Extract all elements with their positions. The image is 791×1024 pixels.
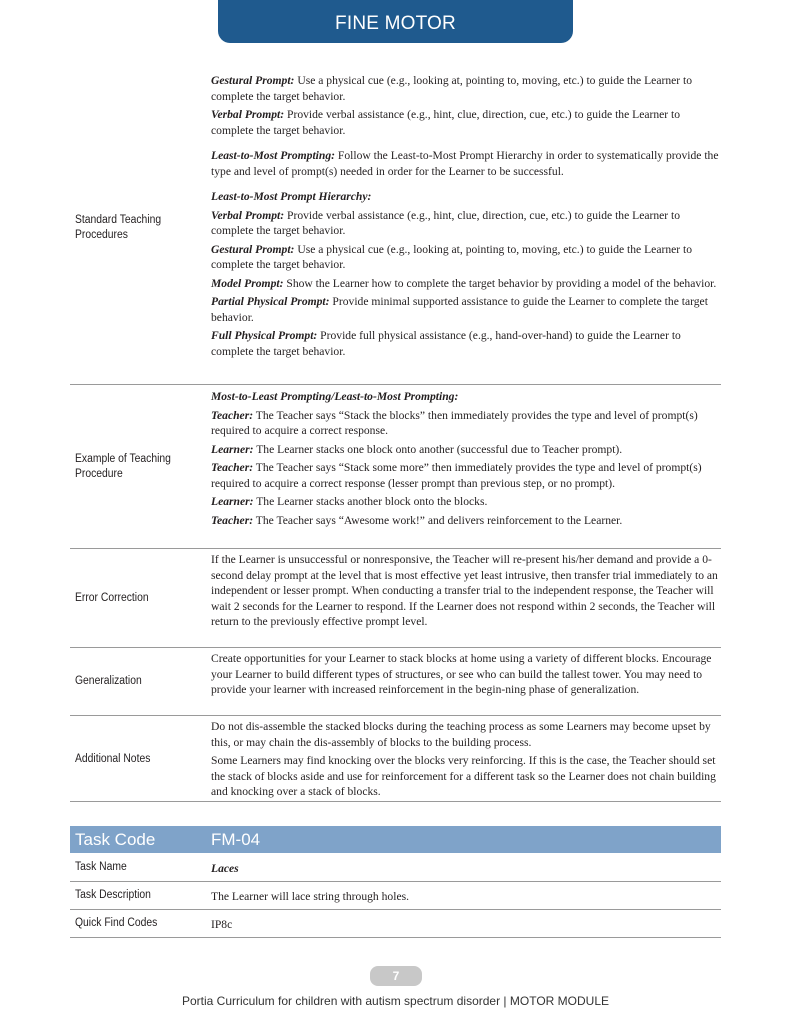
paragraph <box>211 328 721 359</box>
paragraph <box>211 513 721 529</box>
task-name-value: Laces <box>211 862 239 875</box>
row-content <box>211 552 721 630</box>
definition: Use a physical cue (e.g., looking at, pointing to, moving, etc.) to guide the Learner to complete the target behavior. <box>211 74 693 103</box>
paragraph <box>211 294 721 325</box>
paragraph <box>211 276 721 292</box>
generalization-row <box>70 648 721 716</box>
paragraph: Do not dis-assemble the stacked blocks during the teaching process as some Learners may become upset by this, or may chain the dis-assembly of blocks to the building process. <box>211 720 711 749</box>
paragraph: Some Learners may find knocking over the blocks very reinforcing. If this is the case, the Teacher should set the stack of blocks aside and use for reinforcement for a different task so the Learner does not chain building and knocking over a stack of blocks. <box>211 754 716 798</box>
definition: Use a physical cue (e.g., looking at, pointing to, moving, etc.) to guide the Learner to complete the target behavior. <box>211 242 693 271</box>
paragraph <box>211 148 721 179</box>
term: Gestural Prompt: <box>211 74 295 87</box>
definition: The Teacher says “Stack some more” then immediately provides the type and level of prompt(s) required to acquire a correct response (lesser prompt than previous step, or no prompt). <box>211 461 702 490</box>
task-code-label: Task Code <box>75 830 156 849</box>
definition: Provide verbal assistance (e.g., hint, clue, direction, cue, etc.) to guide the Learner to complete the target behavior. <box>211 108 681 137</box>
paragraph <box>211 442 721 458</box>
definition: The Teacher says “Awesome work!” and delivers reinforcement to the Learner. <box>253 513 623 527</box>
additional-notes-row <box>70 716 721 802</box>
definition: The Learner stacks another block onto the blocks. <box>253 495 488 508</box>
example-title: Most-to-Least Prompting/Least-to-Most Prompting: <box>211 390 459 403</box>
term: Partial Physical Prompt: <box>211 295 330 308</box>
term: Teacher: <box>211 461 254 474</box>
term: Model Prompt: <box>211 276 284 290</box>
section-header: FINE MOTOR <box>218 0 573 43</box>
paragraph <box>211 73 721 104</box>
paragraph <box>211 208 721 239</box>
row-label: Task Description <box>75 889 151 901</box>
row-label: Error Correction <box>75 592 149 604</box>
standard-teaching-row <box>70 70 721 385</box>
term: Teacher: <box>211 513 254 527</box>
row-label: Task Name <box>75 861 127 873</box>
row-label: Standard Teaching Procedures <box>75 214 162 241</box>
quick-find-codes-row <box>70 910 721 938</box>
hierarchy-title: Least-to-Most Prompt Hierarchy: <box>211 190 372 203</box>
paragraph <box>211 107 721 138</box>
quick-find-codes-value: IP8c <box>211 918 233 931</box>
definition: Provide verbal assistance (e.g., hint, clue, direction, cue, etc.) to guide the Learner to complete the target behavior. <box>211 208 681 237</box>
term: Gestural Prompt: <box>211 242 295 256</box>
definition: Follow the Least-to-Most Prompt Hierarchy in order to systematically provide the type and level of prompt(s) needed in order for the Learner to be successful. <box>211 149 719 178</box>
page-number: 7 <box>370 966 422 986</box>
definition: Provide full physical assistance (e.g., hand-over-hand) to guide the Learner to complete the target behavior. <box>211 329 681 358</box>
task-description-row <box>70 882 721 910</box>
row-label: Generalization <box>75 675 142 687</box>
term: Verbal Prompt: <box>211 208 285 222</box>
term: Learner: <box>211 495 254 508</box>
row-content <box>211 389 721 528</box>
paragraph <box>211 460 721 491</box>
task-code-bar <box>70 826 721 853</box>
task-name-row <box>70 854 721 882</box>
row-content <box>211 651 721 698</box>
term: Least-to-Most Prompting: <box>211 149 335 162</box>
error-correction-row <box>70 549 721 648</box>
task-code-value: FM-04 <box>211 830 261 849</box>
footer-text: Portia Curriculum for children with autism spectrum disorder | MOTOR MODULE <box>181 994 609 1008</box>
example-row <box>70 385 721 549</box>
paragraph: If the Learner is unsuccessful or nonresponsive, the Teacher will re-present his/her demand and provide a 0-second delay prompt at the level that is most effective yet least intrusive, then transfer trial immediately to an independent or lesser prompt. When conducting a transfer trial to the independent response, the Teacher will wait 2 seconds for the Learner to respond. If the Learner does not respond within 2 seconds, the Teacher will return to the previously effective prompt level. <box>211 553 718 628</box>
term: Full Physical Prompt: <box>211 329 318 342</box>
paragraph <box>211 242 721 273</box>
row-content <box>211 719 721 800</box>
paragraph <box>211 408 721 439</box>
task-description-value: The Learner will lace string through holes. <box>211 890 409 903</box>
term: Verbal Prompt: <box>211 108 285 121</box>
paragraph: Create opportunities for your Learner to stack blocks at home using a variety of different blocks. Encourage your Learner to build different types of structures, or see who can build the tallest tower. You may need to provide your learner with increased reinforcement in the begin-ning phase of generalization. <box>211 652 712 696</box>
definition: The Learner stacks one block onto another (successful due to Teacher prompt). <box>253 442 623 456</box>
paragraph <box>211 494 721 510</box>
row-label: Additional Notes <box>75 753 151 765</box>
term: Learner: <box>211 442 254 456</box>
definition: Provide minimal supported assistance to guide the Learner to complete the target behavior. <box>211 295 708 324</box>
definition: Show the Learner how to complete the target behavior by providing a model of the behavior. <box>283 276 717 290</box>
row-label: Quick Find Codes <box>75 917 158 929</box>
row-label: Example of Teaching Procedure <box>75 453 171 480</box>
term: Teacher: <box>211 408 254 422</box>
row-content <box>211 73 721 359</box>
definition: The Teacher says “Stack the blocks” then immediately provides the type and level of prompt(s) required to acquire a correct response. <box>211 408 698 437</box>
